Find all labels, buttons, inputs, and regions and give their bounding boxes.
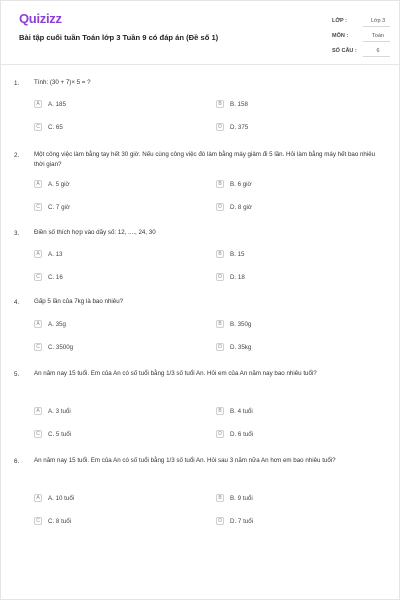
meta-divider	[363, 41, 390, 42]
option-text: A. 185	[48, 100, 66, 108]
option-text: B. 15	[230, 250, 245, 258]
question-number: 3.	[14, 230, 20, 237]
option-c[interactable]	[34, 203, 70, 211]
question-number: 5.	[14, 371, 20, 378]
option-letter-badge: A	[34, 180, 42, 188]
meta-label-count: SỐ CÂU :	[332, 48, 357, 54]
option-b[interactable]	[216, 320, 251, 328]
option-letter-badge: D	[216, 273, 224, 281]
option-text: B. 158	[230, 100, 248, 108]
option-d[interactable]	[216, 343, 251, 351]
option-letter-badge: C	[34, 203, 42, 211]
option-text: C. 3500g	[48, 343, 74, 351]
option-text: D. 8 giờ	[230, 203, 252, 211]
option-b[interactable]	[216, 100, 248, 108]
worksheet-header	[1, 1, 399, 65]
option-letter-badge: B	[216, 320, 224, 328]
option-text: D. 6 tuổi	[230, 430, 254, 438]
option-text: A. 13	[48, 250, 63, 258]
option-text: C. 65	[48, 123, 63, 131]
option-text: D. 35kg	[230, 343, 252, 351]
option-letter-badge: A	[34, 100, 42, 108]
option-c[interactable]	[34, 273, 63, 281]
option-letter-badge: A	[34, 320, 42, 328]
option-c[interactable]	[34, 517, 71, 525]
option-text: D. 18	[230, 273, 245, 281]
question-text: An năm nay 15 tuổi. Em của An có số tuổi bằng 1/3 số tuổi An. Hỏi em của An năm nay bao nhiêu tuổi?	[34, 370, 317, 377]
option-letter-badge: C	[34, 430, 42, 438]
question-text: Tính: (30 + 7)× 5 = ?	[34, 79, 91, 86]
option-text: B. 4 tuổi	[230, 407, 253, 415]
option-c[interactable]	[34, 123, 63, 131]
question-number: 6.	[14, 458, 20, 465]
option-text: B. 350g	[230, 320, 252, 328]
option-a[interactable]	[34, 320, 66, 328]
option-letter-badge: C	[34, 517, 42, 525]
option-d[interactable]	[216, 203, 252, 211]
option-text: C. 16	[48, 273, 63, 281]
question-text: Gấp 5 lần của 7kg là bao nhiêu?	[34, 298, 124, 305]
option-text: D. 375	[230, 123, 249, 131]
option-text: B. 6 giờ	[230, 180, 252, 188]
option-c[interactable]	[34, 430, 71, 438]
option-text: C. 5 tuổi	[48, 430, 72, 438]
option-text: A. 3 tuổi	[48, 407, 71, 415]
option-c[interactable]	[34, 343, 73, 351]
meta-divider	[363, 56, 390, 57]
option-letter-badge: D	[216, 517, 224, 525]
question-text: Điền số thích hợp vào dãy số: 12, ...., 24, 30	[34, 229, 156, 236]
meta-value-count: 6	[376, 48, 380, 54]
question-number: 2.	[14, 152, 20, 159]
option-text: A. 10 tuổi	[48, 494, 75, 502]
option-letter-badge: C	[34, 343, 42, 351]
option-text: D. 7 tuổi	[230, 517, 254, 525]
question-text: Một công việc làm bằng tay hết 30 giờ. Nếu cùng công việc đó làm bằng máy giảm đi 5 lần. Hỏi làm bằng máy hết bao nhiêu thời gian?	[34, 151, 376, 168]
option-d[interactable]	[216, 517, 253, 525]
option-text: B. 9 tuổi	[230, 494, 253, 502]
quizizz-logo: Quizizz	[19, 11, 62, 26]
question-text: An năm nay 15 tuổi. Em của An có số tuổi bằng 1/3 số tuổi An. Hỏi sau 3 năm nữa An hơn em bao nhiêu tuổi?	[34, 457, 336, 464]
meta-label-subject: MÔN :	[332, 33, 349, 39]
option-letter-badge: B	[216, 180, 224, 188]
worksheet-title: Bài tập cuối tuần Toán lớp 3 Tuần 9 có đáp án (Đề số 1)	[19, 33, 219, 42]
option-letter-badge: B	[216, 494, 224, 502]
option-b[interactable]	[216, 250, 244, 258]
option-a[interactable]	[34, 180, 70, 188]
meta-divider	[363, 26, 390, 27]
question-number: 1.	[14, 80, 20, 87]
option-letter-badge: A	[34, 250, 42, 258]
option-d[interactable]	[216, 430, 253, 438]
option-letter-badge: D	[216, 203, 224, 211]
option-text: A. 35g	[48, 320, 66, 328]
option-b[interactable]	[216, 494, 253, 502]
option-d[interactable]	[216, 123, 248, 131]
option-letter-badge: B	[216, 250, 224, 258]
question-number: 4.	[14, 299, 20, 306]
option-text: C. 7 giờ	[48, 203, 70, 211]
option-d[interactable]	[216, 273, 245, 281]
option-a[interactable]	[34, 494, 74, 502]
option-letter-badge: C	[34, 123, 42, 131]
option-text: C. 8 tuổi	[48, 517, 72, 525]
option-letter-badge: D	[216, 343, 224, 351]
option-text: A. 5 giờ	[48, 180, 70, 188]
option-letter-badge: D	[216, 123, 224, 131]
option-letter-badge: B	[216, 100, 224, 108]
option-letter-badge: D	[216, 430, 224, 438]
option-a[interactable]	[34, 100, 66, 108]
option-b[interactable]	[216, 180, 252, 188]
option-b[interactable]	[216, 407, 253, 415]
option-letter-badge: A	[34, 407, 42, 415]
option-a[interactable]	[34, 407, 71, 415]
meta-label-class: LỚP :	[332, 18, 347, 24]
meta-value-class: Lớp 3	[370, 18, 386, 24]
option-letter-badge: A	[34, 494, 42, 502]
option-a[interactable]	[34, 250, 62, 258]
meta-value-subject: Toán	[372, 33, 384, 39]
option-letter-badge: B	[216, 407, 224, 415]
option-letter-badge: C	[34, 273, 42, 281]
